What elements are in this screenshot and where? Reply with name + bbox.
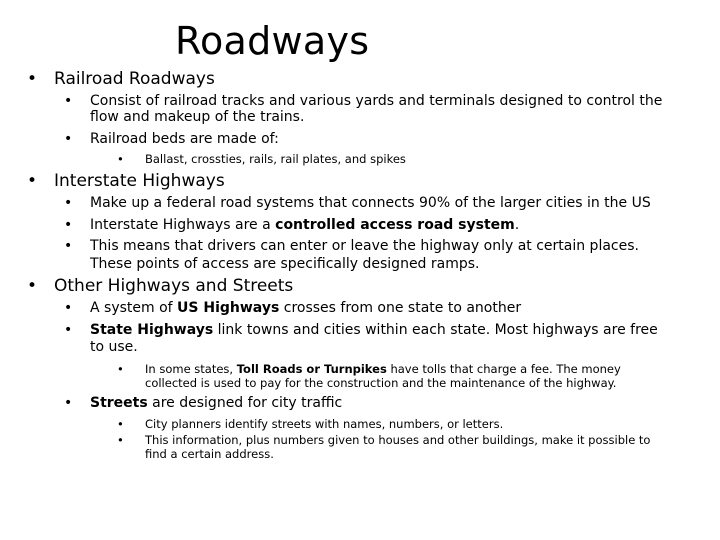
list-item-text: crosses from one state to another: [279, 300, 522, 316]
list-item: [90, 300, 521, 316]
list-item-text: link towns and cities within each state. Most highways are free: [213, 322, 658, 338]
sub-list-item: This information, plus numbers given to houses and other buildings, make it possible to: [145, 433, 651, 447]
bullet-icon: •: [117, 152, 124, 166]
sub-list-item: Ballast, crossties, rails, rail plates, and spikes: [145, 152, 406, 166]
list-item-emphasis: Streets: [90, 395, 148, 411]
list-item: [90, 217, 519, 233]
list-item-text: Interstate Highways are a: [90, 217, 276, 233]
bullet-icon: •: [27, 69, 38, 89]
list-item: [90, 395, 342, 411]
sub-list-item: City planners identify streets with names, numbers, or letters.: [145, 417, 504, 431]
sub-list-item-continued: find a certain address.: [145, 447, 274, 461]
list-item-continued: flow and makeup of the trains.: [90, 109, 305, 125]
list-item-text: .: [514, 217, 520, 233]
bullet-icon: •: [64, 93, 73, 109]
bullet-icon: •: [64, 300, 73, 316]
sub-list-item: [145, 362, 621, 376]
bullet-icon: •: [117, 362, 124, 376]
list-item-emphasis: State Highways: [90, 322, 214, 338]
slide-title: Roadways: [175, 19, 370, 63]
list-item-continued: These points of access are specifically designed ramps.: [90, 256, 480, 272]
bullet-icon: •: [64, 395, 73, 411]
bullet-icon: •: [64, 322, 73, 338]
list-item-emphasis: US Highways: [177, 300, 280, 316]
list-item-text: are designed for city traffic: [147, 395, 343, 411]
bullet-icon: •: [27, 276, 38, 296]
list-item-continued: to use.: [90, 339, 138, 355]
list-item: This means that drivers can enter or leave the highway only at certain places.: [90, 238, 639, 254]
bullet-icon: •: [27, 171, 38, 191]
sub-list-item-continued: collected is used to pay for the construction and the maintenance of the highway.: [145, 376, 617, 390]
list-item-text: A system of: [90, 300, 178, 316]
section-heading-other: Other Highways and Streets: [54, 276, 294, 296]
bullet-icon: •: [117, 417, 124, 431]
bullet-icon: •: [64, 195, 73, 211]
list-item: [90, 322, 658, 338]
section-heading-railroad: Railroad Roadways: [54, 69, 215, 89]
list-item: Consist of railroad tracks and various yards and terminals designed to control the: [90, 93, 663, 109]
list-item-emphasis: controlled access road system: [275, 217, 515, 233]
sub-list-item-text: have tolls that charge a fee. The money: [386, 362, 621, 376]
bullet-icon: •: [64, 131, 73, 147]
sub-list-item-text: In some states,: [145, 362, 237, 376]
bullet-icon: •: [64, 238, 73, 254]
bullet-icon: •: [117, 433, 124, 447]
section-heading-interstate: Interstate Highways: [54, 171, 225, 191]
list-item: Railroad beds are made of:: [90, 131, 279, 147]
list-item: Make up a federal road systems that connects 90% of the larger cities in the US: [90, 195, 651, 211]
bullet-icon: •: [64, 217, 73, 233]
sub-list-item-emphasis: Toll Roads or Turnpikes: [236, 362, 387, 376]
